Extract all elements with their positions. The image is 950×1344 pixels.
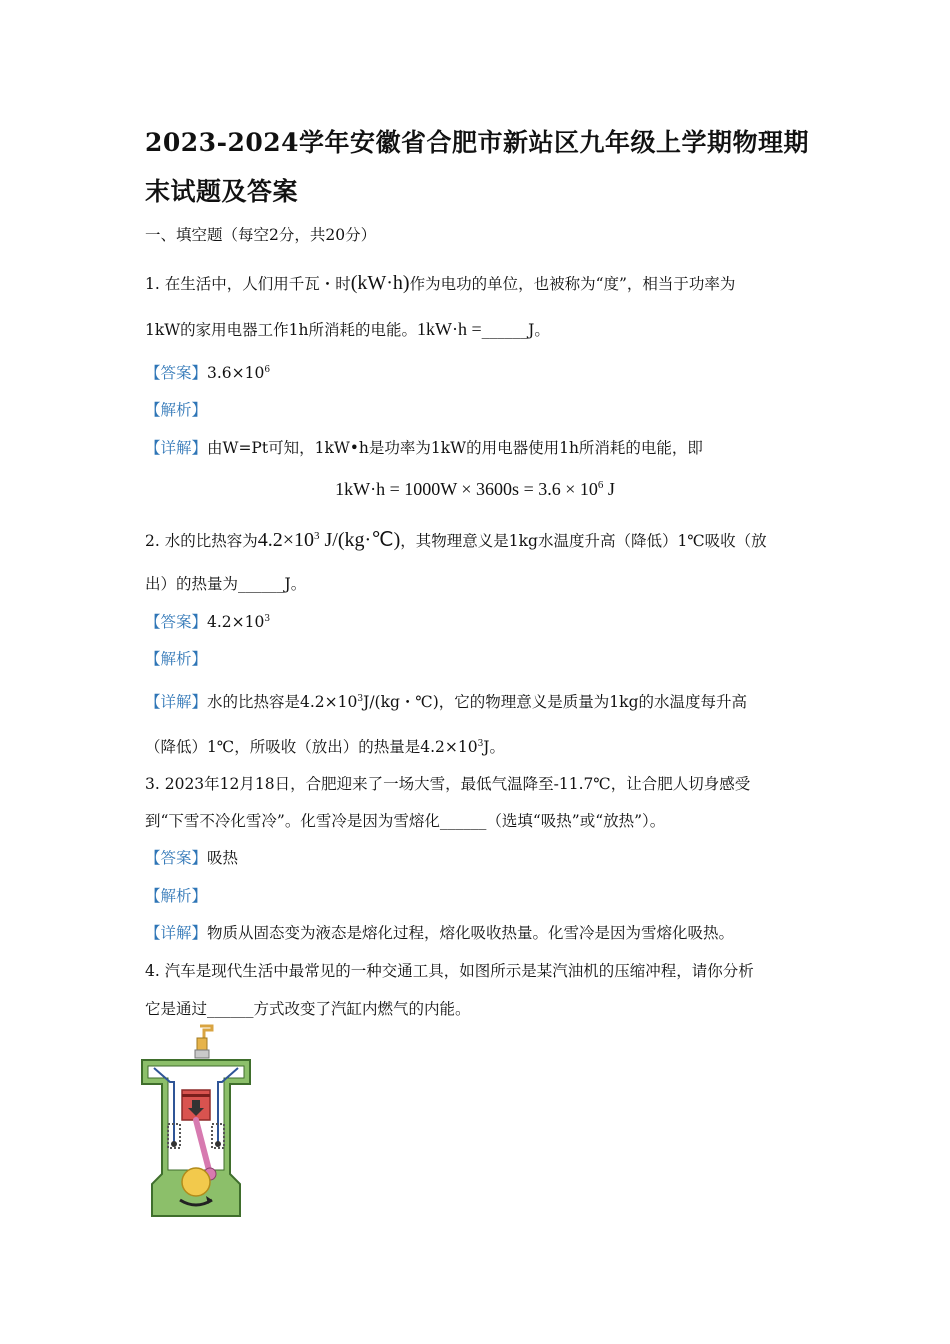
section-heading: 一、填空题（每空2分，共20分） [145, 226, 377, 244]
answer-label: 【答案】 [145, 364, 208, 382]
q1-analysis [145, 398, 207, 420]
q3-line2: 到“下雪不冷化雪冷”。化雪冷是因为雪熔化______（选填“吸热”或“放热”）。 [145, 812, 666, 830]
q1-formula-exp: 6 [597, 479, 604, 491]
q1-blank: ______J。 [481, 321, 550, 339]
q1-text-b: 作为电功的单位，也被称为“度”，相当于功率为 [409, 275, 736, 293]
q2-detail-c: （降低）1℃，所吸收（放出）的热量是4.2×10 [145, 738, 478, 756]
q2-analysis [145, 647, 207, 669]
analysis-label: 【解析】 [145, 650, 208, 668]
q2-value-a: 4.2×10 [257, 529, 314, 551]
piston [182, 1090, 210, 1120]
engine-compression-figure [140, 1024, 252, 1224]
q3-detail-text: 物质从固态变为液态是熔化过程，熔化吸收热量。化雪冷是因为雪熔化吸热。 [207, 924, 735, 942]
q2-detail-line1 [145, 690, 747, 712]
analysis-label: 【解析】 [145, 401, 208, 419]
q1-unit: (kW·h) [350, 272, 410, 294]
answer-label: 【答案】 [145, 849, 208, 867]
q1-line2 [145, 318, 550, 340]
document-title: 2023-2024学年安徽省合肥市新站区九年级上学期物理期末试题及答案 [145, 128, 810, 206]
q2-detail2-exp: 3 [477, 738, 484, 749]
q1-eq: 1kW·h = [417, 319, 482, 339]
q1-detail [145, 436, 703, 458]
q3-line1: 3. 2023年12月18日，合肥迎来了一场大雪，最低气温降至-11.7℃，让合肥人切身感受 [145, 775, 751, 793]
q4-line1: 4. 汽车是现代生活中最常见的一种交通工具，如图所示是某汽油机的压缩冲程，请你分析 [145, 962, 754, 980]
q2-detail-line2 [145, 735, 505, 757]
q2-line2: 出）的热量为______J。 [145, 575, 307, 593]
q1-detail-text: 由W=Pt可知，1kW•h是功率为1kW的用电器使用1h所消耗的电能，即 [207, 439, 703, 457]
q3-analysis [145, 884, 207, 906]
q2-text-b: ，其物理意义是1kg水温度升高（降低）1℃吸收（放 [400, 532, 767, 550]
q2-answer [145, 610, 270, 632]
q1-answer-value: 3.6×10 [207, 364, 265, 382]
q2-detail-exp: 3 [357, 693, 364, 704]
answer-label: 【答案】 [145, 613, 208, 631]
analysis-label: 【解析】 [145, 887, 208, 905]
q2-detail-d: J。 [483, 738, 506, 756]
q1-formula-b: J [603, 479, 615, 499]
q2-value-exp: 3 [314, 530, 320, 542]
q1-line1 [145, 272, 735, 295]
q2-value-b: J/(kg·℃) [319, 529, 401, 551]
q4-line2: 它是通过______方式改变了汽缸内燃气的内能。 [145, 1000, 471, 1018]
spark-plug-icon [195, 1026, 212, 1058]
q3-detail [145, 921, 734, 943]
q1-text-c: 1kW的家用电器工作1h所消耗的电能。 [145, 321, 418, 339]
detail-label: 【详解】 [145, 693, 208, 711]
q1-formula [0, 479, 950, 500]
q3-answer-value: 吸热 [207, 849, 239, 867]
q2-answer-exp: 3 [264, 613, 271, 624]
q1-text-a: 1. 在生活中，人们用千瓦・时 [145, 275, 351, 293]
q2-line1 [145, 527, 767, 552]
q2-value [258, 529, 401, 551]
q2-detail-a: 水的比热容是4.2×10 [207, 693, 358, 711]
q1-answer [145, 361, 270, 383]
q3-answer [145, 846, 238, 868]
q1-answer-exp: 6 [264, 364, 271, 375]
detail-label: 【详解】 [145, 439, 208, 457]
q2-detail-b: J/(kg・℃)，它的物理意义是质量为1kg的水温度每升高 [363, 693, 747, 711]
detail-label: 【详解】 [145, 924, 208, 942]
q1-formula-a: 1kW·h = 1000W × 3600s = 3.6 × 10 [335, 479, 598, 499]
q2-answer-value: 4.2×10 [207, 613, 265, 631]
q2-text-a: 2. 水的比热容为 [145, 532, 258, 550]
